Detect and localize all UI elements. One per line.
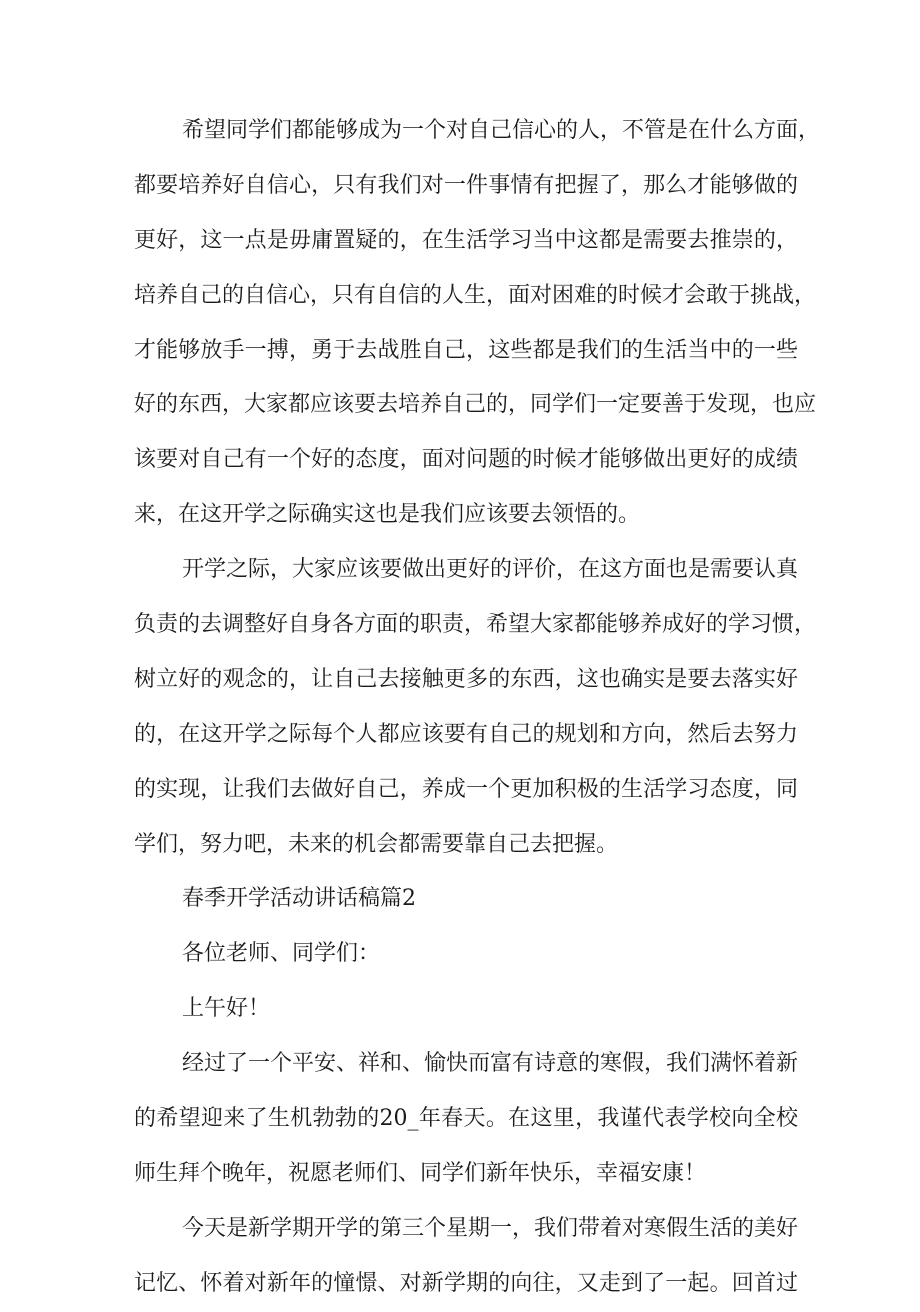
text-line: 树立好的观念的，让自己去接触更多的东西，这也确实是要去落实好 [134,666,798,692]
text-line: 的实现，让我们去做好自己，养成一个更加积极的生活学习态度，同 [134,776,798,802]
text-line: 开学之际，大家应该要做出更好的评价，在这方面也是需要认真 [182,557,799,583]
text-line: 今天是新学期开学的第三个星期一，我们带着对寒假生活的美好 [182,1215,799,1241]
text-line: 培养自己的自信心，只有自信的人生，面对困难的时候才会敢于挑战， [134,282,817,308]
text-line: 春季开学活动讲话稿篇2 [182,886,416,912]
text-line: 希望同学们都能够成为一个对自己信心的人，不管是在什么方面， [182,118,821,143]
text-line: 经过了一个平安、祥和、愉快而富有诗意的寒假，我们满怀着新 [182,1051,799,1077]
text-line: 记忆、怀着对新年的憧憬、对新学期的向往，又走到了一起。回首过 [134,1270,798,1296]
text-line: 的希望迎来了生机勃勃的20_年春天。在这里，我谨代表学校向全校 [134,1106,798,1132]
text-line: 上午好！ [182,996,271,1022]
text-line: 负责的去调整好自身各方面的职责，希望大家都能够养成好的学习惯， [134,612,817,638]
text-line: 更好，这一点是毋庸置疑的，在生活学习当中这都是需要去推崇的， [134,227,798,253]
text-line: 该要对自己有一个好的态度，面对问题的时候才能够做出更好的成绩 [134,447,798,473]
text-line: 的，在这开学之际每个人都应该要有自己的规划和方向，然后去努力 [134,721,798,747]
text-line: 各位老师、同学们： [182,941,381,967]
text-line: 来，在这开学之际确实这也是我们应该要去领悟的。 [134,502,641,528]
text-line: 师生拜个晚年，祝愿老师们、同学们新年快乐，幸福安康！ [134,1160,707,1186]
text-line: 好的东西，大家都应该要去培养自己的，同学们一定要善于发现，也应 [134,392,817,418]
text-line: 都要培养好自信心，只有我们对一件事情有把握了，那么才能够做的 [134,172,798,198]
document-body [134,104,821,1312]
text-line: 学们，努力吧，未来的机会都需要靠自己去把握。 [134,831,619,857]
text-line: 才能够放手一搏，勇于去战胜自己，这些都是我们的生活当中的一些 [134,337,798,363]
